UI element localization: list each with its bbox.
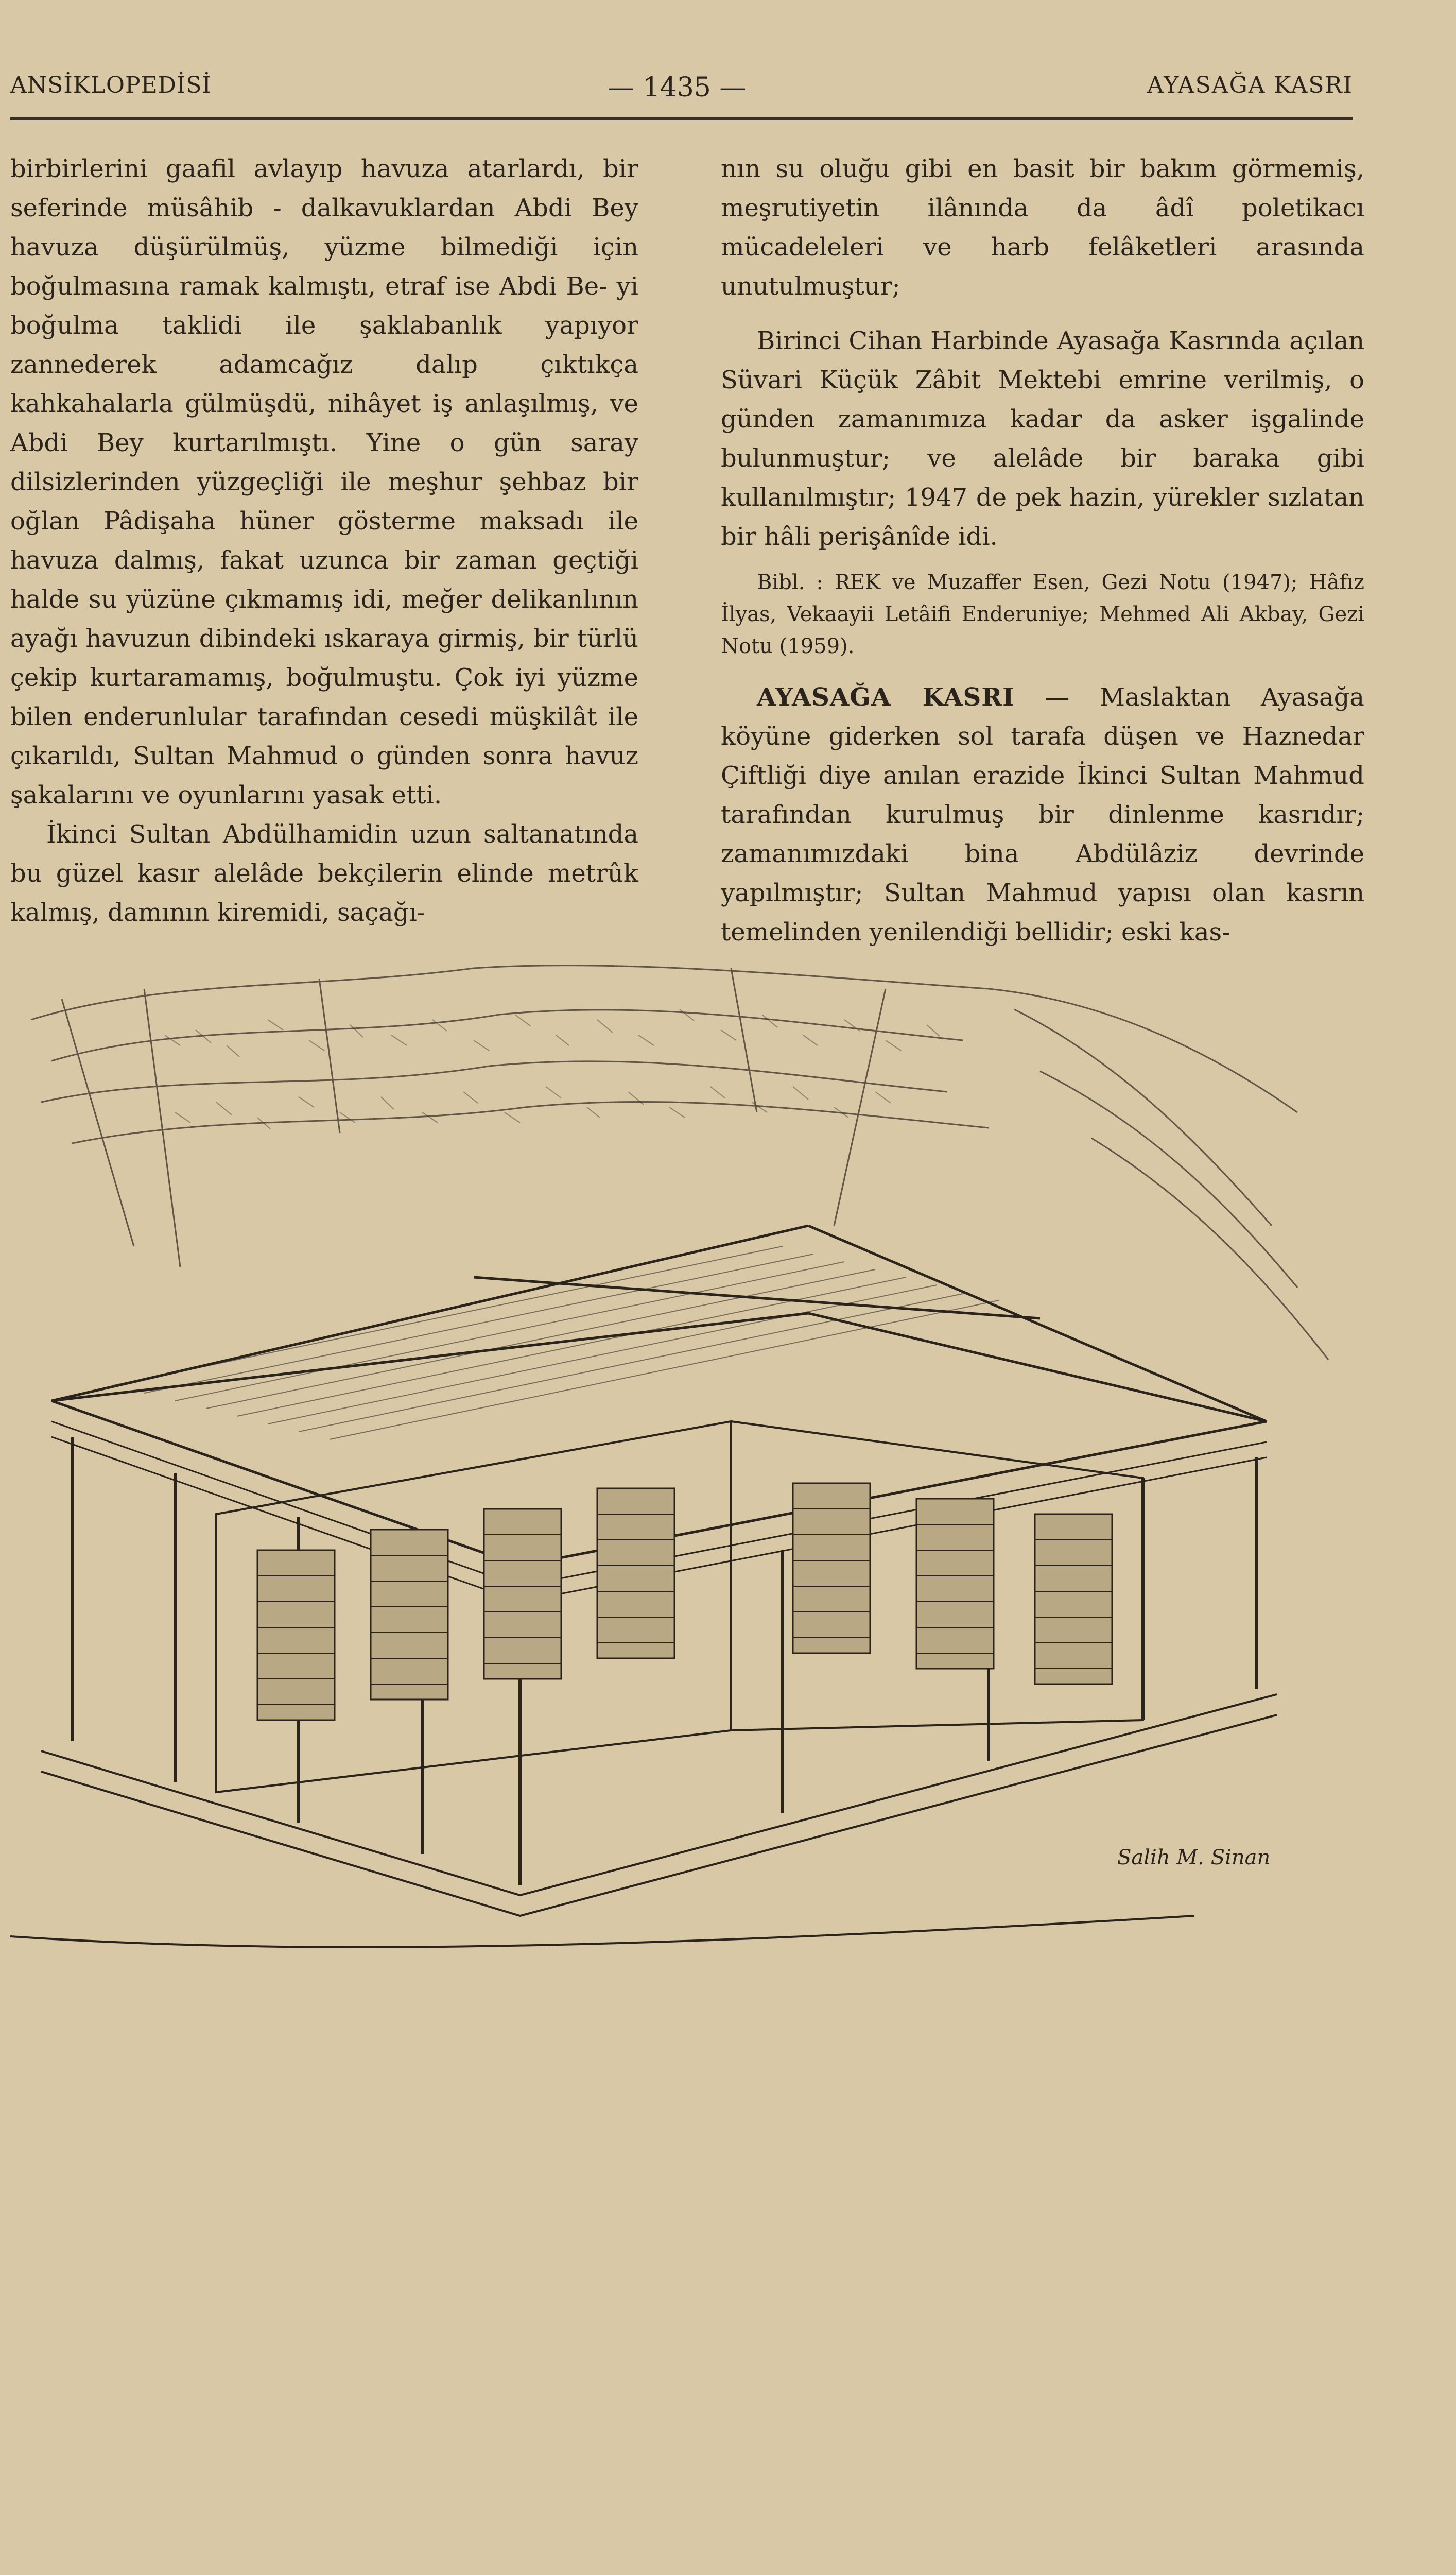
illustration-ayasaga-av-kasri [10, 958, 1359, 2014]
right-paragraph-2: Birinci Cihan Harbinde Ayasağa Kasrında açılan Süvari Küçük Zâbit Mektebi emrine verilmiş, o günden zamanımıza kadar da asker işgalinde bulunmuştur; ve alelâde bir baraka gibi kullanılmıştır; 1947 de pek hazin, yürekler sızlatan bir hâli perişânîde idi. [721, 327, 1364, 551]
entry-text: — Maslaktan Ayasağa köyüne giderken sol tarafa düşen ve Haznedar Çiftliği diye anılan erazide İkinci Sultan Mahmud tarafından kurulmuş bir dinlenme kasrıdır; zamanımızdaki bina Abdülâziz devrinde yapılmıştır; Sultan Mahmud yapısı olan kasrın temelinden yenilendiği bellidir; eski kas- [721, 683, 1365, 947]
left-paragraph-2: İkinci Sultan Abdülhamidin uzun saltanatında bu güzel kasır alelâde bekçilerin elinde metrûk kalmış, damının kiremidi, saçağı- [10, 820, 638, 927]
terrace [10, 1694, 1277, 1947]
artist-signature: Salih M. Sinan [1117, 1846, 1271, 1869]
right-column [721, 149, 1364, 952]
left-column [10, 149, 638, 932]
right-paragraph-1: nın su oluğu gibi en basit bir bakım görmemiş, meşrutiyetin ilânında da âdî poletikacı mücadeleleri ve harb felâketleri arasında unutulmuştur; [721, 154, 1364, 301]
left-paragraph-1: birbirlerini gaafil avlayıp havuza atarlardı, bir seferinde müsâhib - dalkavuklardan Abdi Bey havuza düşürülmüş, yüzme bilmediği için boğulmasına ramak kalmıştı, etraf ise Abdi Be- yi boğulma taklidi ile şaklabanlık yapıyor zannederek adamcağız dalıp çıktıkça kahkahalarla gülmüşdü, nihâyet iş anlaşılmış, ve Abdi Bey kurtarılmıştı. Yine o gün saray dilsizlerinden yüzgeçliği ile meşhur şehbaz bir oğlan Pâdişaha hüner gösterme maksadı ile havuza dalmış, fakat uzunca bir zaman geçtiği halde su yüzüne çıkmamış idi, meğer delikanlının ayağı havuzun dibindeki ıskaraya girmiş, bir türlü çekip kurtaramamış, boğulmuştu. Çok iyi yüzme bilen enderunlular tarafından cesedi müşkilât ile çıkarıldı, Sultan Mahmud o günden sonra havuz şakalarını ve oyunlarını yasak etti. [10, 154, 638, 810]
page-header [10, 72, 1353, 113]
walls [216, 1421, 1143, 1792]
bibliography: Bibl. : REK ve Muzaffer Esen, Gezi Notu (1947); Hâfız İlyas, Vekaayii Letâifi Enderuniye; Mehmed Ali Akbay, Gezi Notu (1959). [721, 571, 1364, 658]
trees [31, 966, 1328, 1360]
kiosk-drawing [10, 958, 1359, 2014]
header-right: AYASAĞA KASRI [1147, 72, 1353, 98]
entry-headword: AYASAĞA KASRI [757, 683, 1015, 712]
header-left: ANSİKLOPEDİSİ [10, 72, 212, 98]
header-rule [10, 117, 1353, 120]
page-number: — 1435 — [608, 72, 747, 103]
entry-ayasaga-kasri [721, 678, 1364, 952]
